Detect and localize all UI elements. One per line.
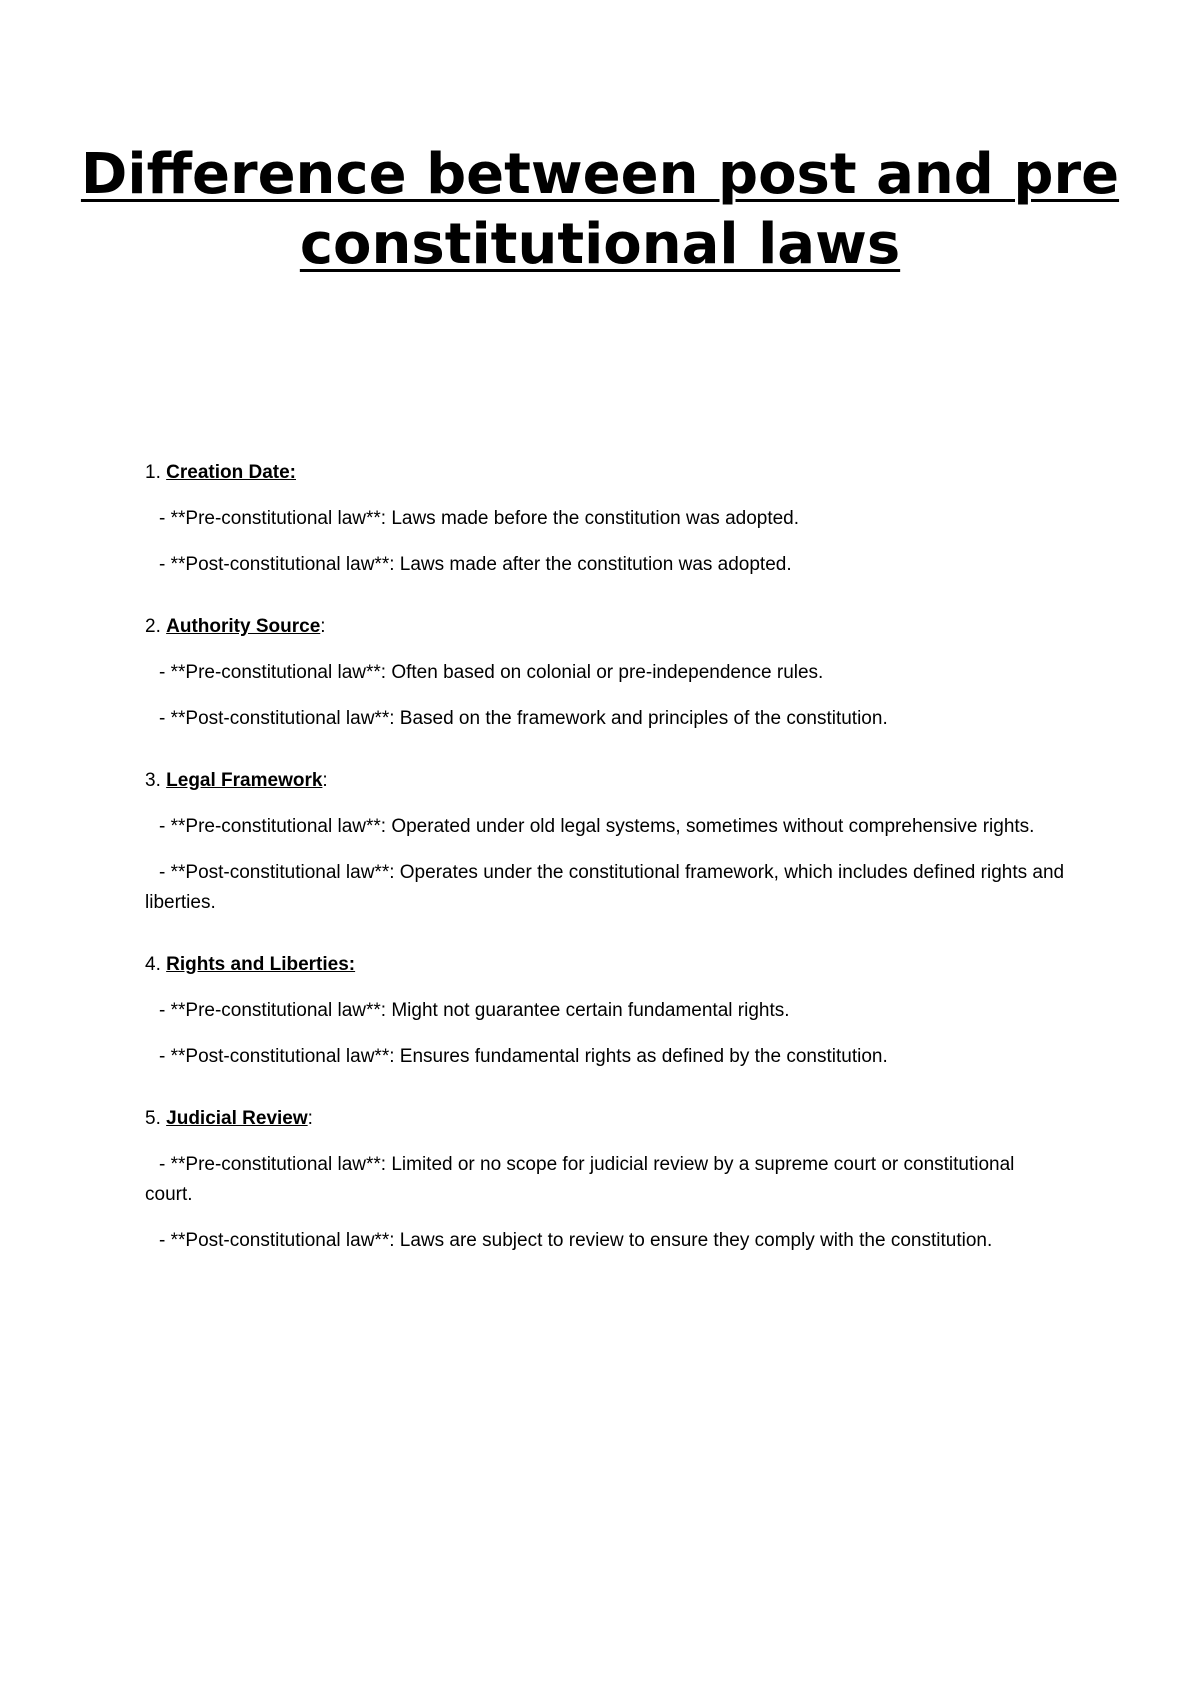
section-creation-date: [145, 458, 1065, 580]
section-label: Judicial Review: [166, 1108, 308, 1129]
list-item: - **Pre-constitutional law**: Limited or no scope for judicial review by a supreme court or constitutional court.: [145, 1154, 1015, 1205]
list-item: - **Post-constitutional law**: Ensures fundamental rights as defined by the constitution.: [159, 1046, 888, 1067]
section-number: 2.: [145, 616, 161, 637]
section-number: 1.: [145, 462, 161, 483]
section-suffix: :: [320, 616, 326, 637]
section-label: Creation Date:: [166, 462, 296, 483]
section-rights-and-liberties: [145, 950, 1065, 1072]
section-heading: [145, 612, 1065, 642]
section-number: 4.: [145, 954, 161, 975]
list-item: - **Post-constitutional law**: Operates under the constitutional framework, which includes defined rights and liberties.: [145, 862, 1065, 913]
section-heading: [145, 766, 1065, 796]
section-label: Legal Framework: [166, 770, 323, 791]
list-item: - **Pre-constitutional law**: Operated under old legal systems, sometimes without comprehensive rights.: [159, 816, 1035, 837]
section-heading: [145, 950, 1065, 980]
section-suffix: :: [307, 1108, 313, 1129]
section-authority-source: [145, 612, 1065, 734]
section-number: 3.: [145, 770, 161, 791]
document-title: Difference between post and pre constitutional laws: [80, 142, 1120, 277]
section-label: Rights and Liberties:: [166, 954, 356, 975]
document-body: [145, 458, 1065, 1288]
list-item: - **Pre-constitutional law**: Often based on colonial or pre-independence rules.: [159, 662, 824, 683]
section-number: 5.: [145, 1108, 161, 1129]
list-item: - **Pre-constitutional law**: Laws made before the constitution was adopted.: [159, 508, 800, 529]
section-heading: [145, 1104, 1065, 1134]
list-item: - **Post-constitutional law**: Based on the framework and principles of the constitution.: [159, 708, 888, 729]
list-item: - **Pre-constitutional law**: Might not guarantee certain fundamental rights.: [159, 1000, 790, 1021]
section-heading: [145, 458, 1065, 488]
section-judicial-review: [145, 1104, 1065, 1256]
list-item: - **Post-constitutional law**: Laws made after the constitution was adopted.: [159, 554, 792, 575]
section-label: Authority Source: [166, 616, 321, 637]
list-item: - **Post-constitutional law**: Laws are subject to review to ensure they comply with the constitution.: [159, 1230, 993, 1251]
section-legal-framework: [145, 766, 1065, 918]
section-suffix: :: [322, 770, 328, 791]
